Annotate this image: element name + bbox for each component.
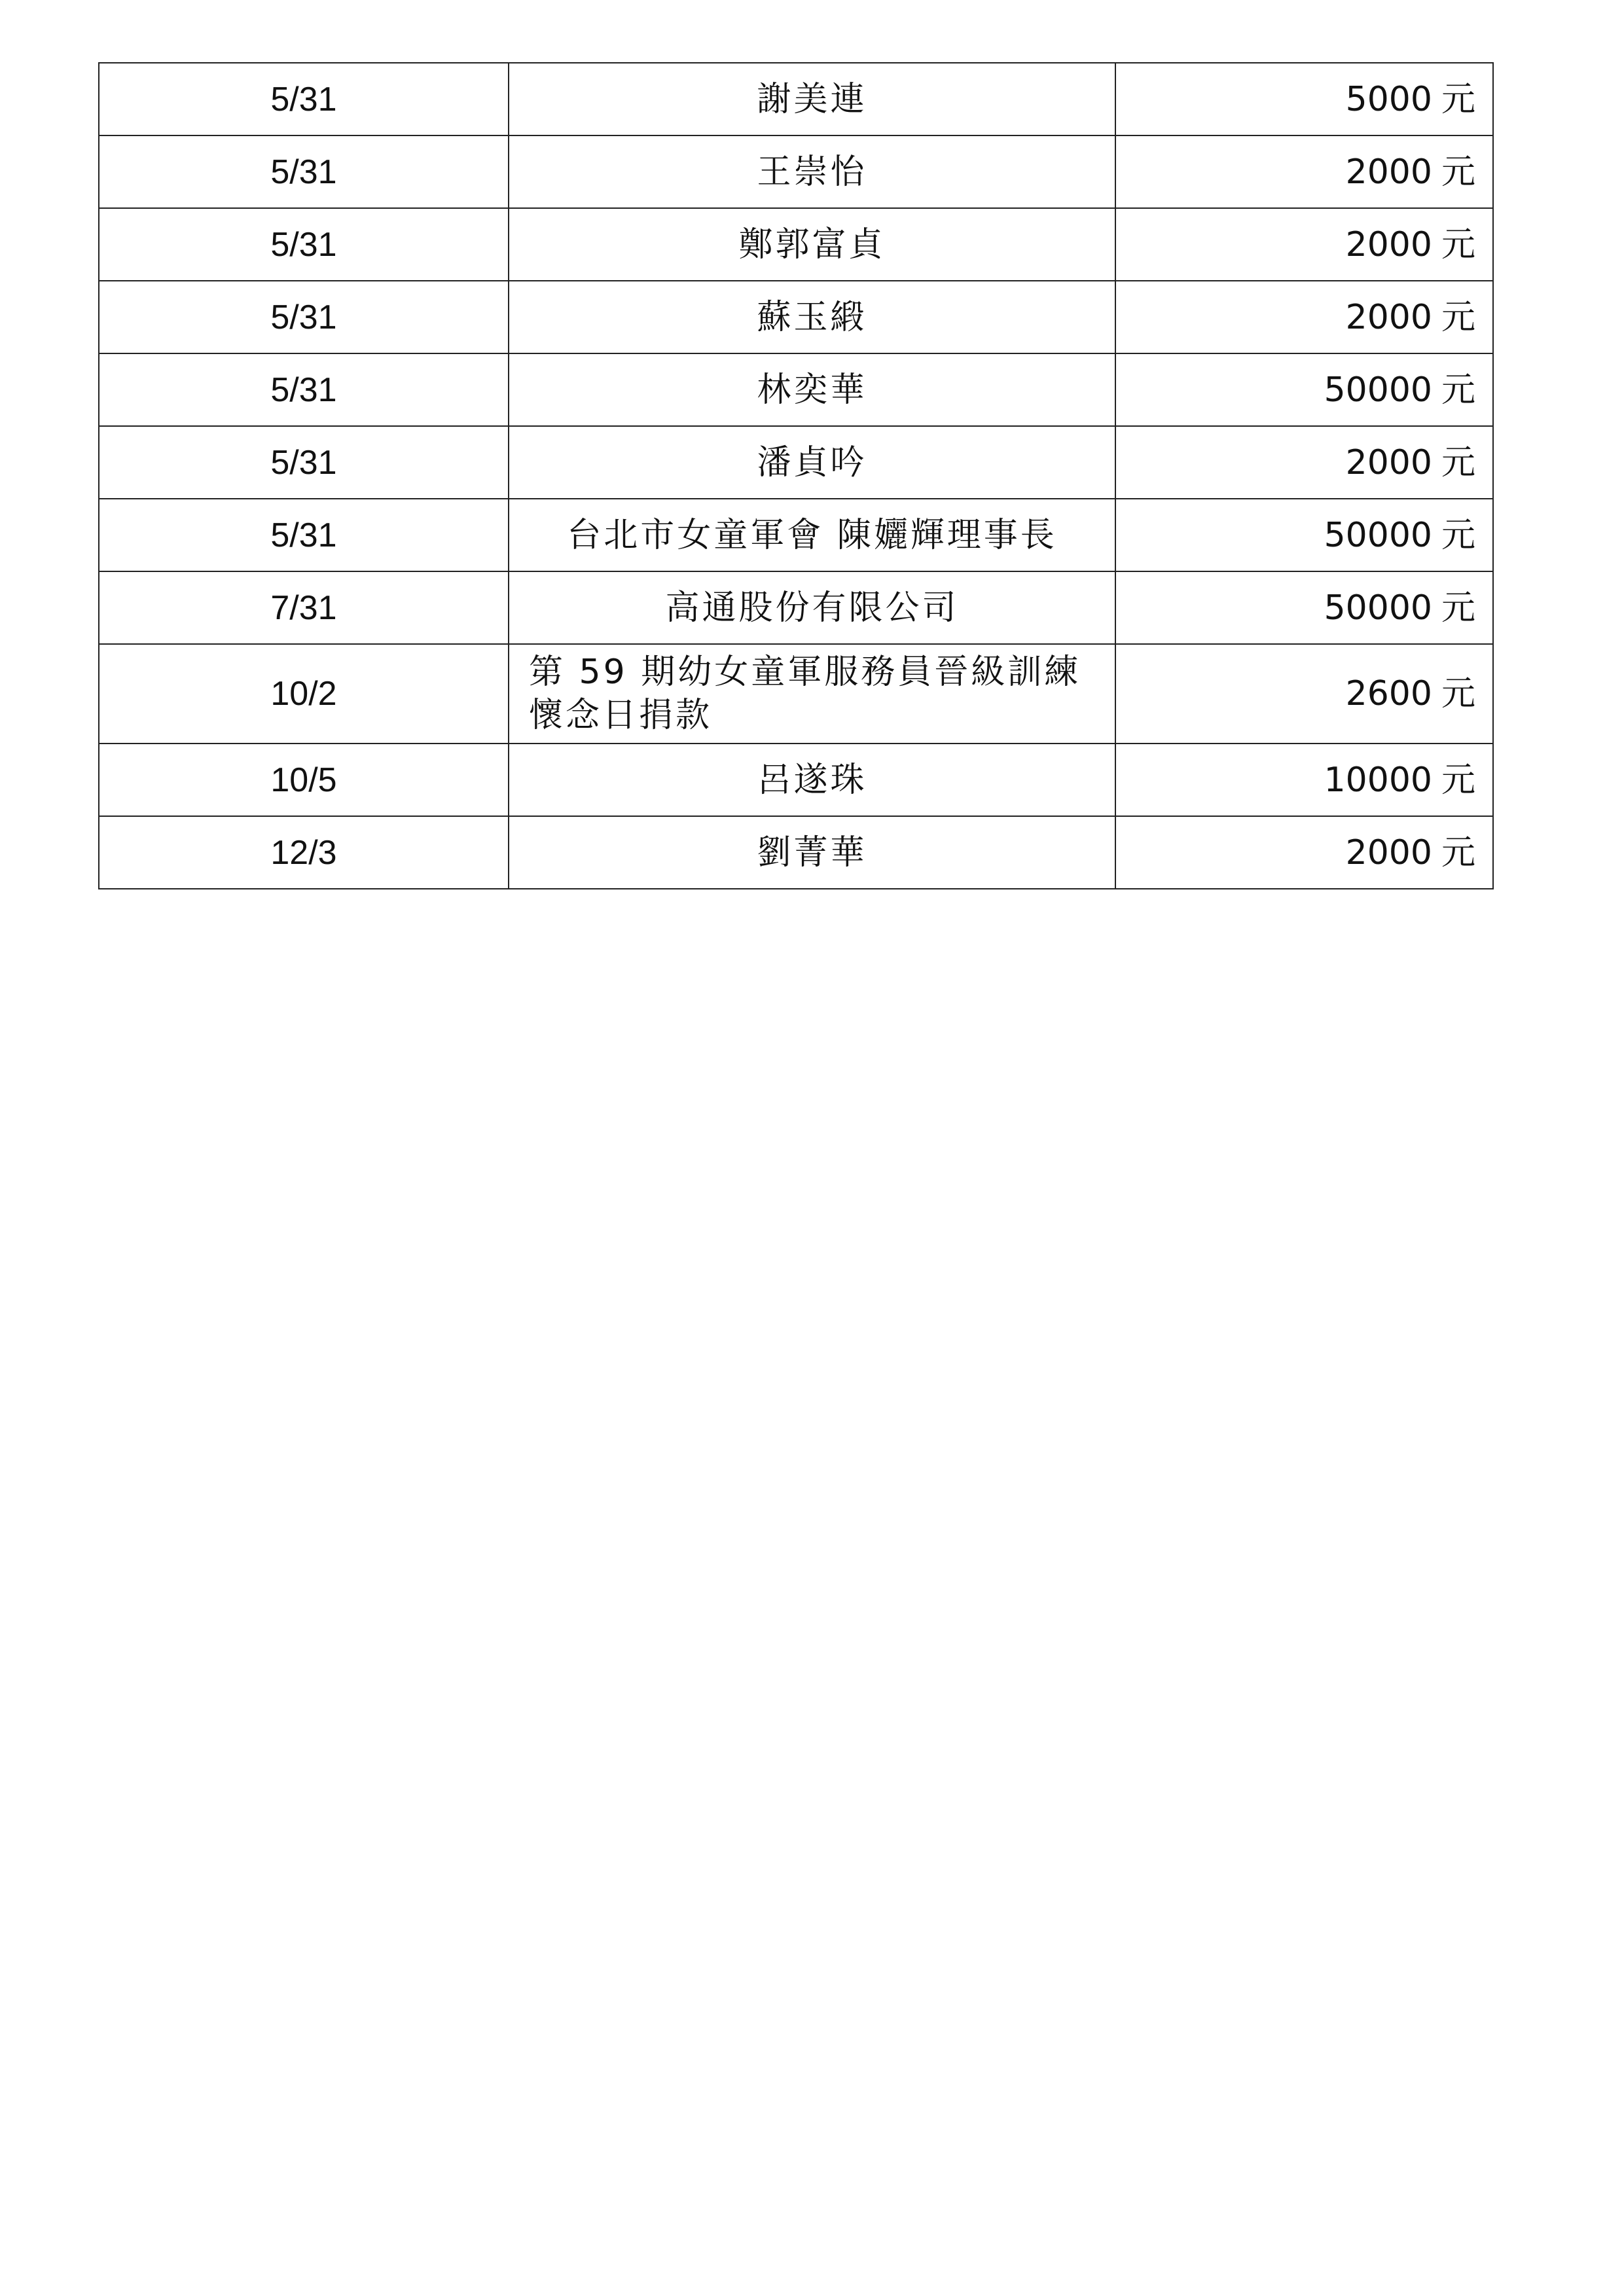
date-cell: 5/31 — [99, 135, 509, 208]
date-cell: 10/5 — [99, 744, 509, 816]
donation-table — [98, 62, 1494, 889]
amount-cell — [1115, 816, 1493, 889]
amount-cell — [1115, 644, 1493, 744]
amount-cell — [1115, 744, 1493, 816]
table-row — [99, 644, 1493, 744]
amount-cell — [1115, 426, 1493, 499]
amount-cell — [1115, 499, 1493, 571]
donation-table-body — [99, 63, 1493, 889]
date-cell: 5/31 — [99, 281, 509, 353]
date-cell: 5/31 — [99, 353, 509, 426]
table-row — [99, 744, 1493, 816]
table-row — [99, 426, 1493, 499]
amount-unit: 元 — [1441, 442, 1475, 482]
amount-value: 5000 — [1345, 79, 1432, 119]
donation-list-page — [98, 62, 1492, 889]
amount-value: 2000 — [1345, 833, 1432, 872]
donor-name-cell: 潘貞吟 — [509, 426, 1115, 499]
donor-name-cell: 劉菁華 — [509, 816, 1115, 889]
amount-cell — [1115, 135, 1493, 208]
date-cell: 7/31 — [99, 571, 509, 644]
amount-unit: 元 — [1441, 224, 1475, 264]
date-cell: 5/31 — [99, 426, 509, 499]
date-cell: 5/31 — [99, 499, 509, 571]
amount-value: 2000 — [1345, 152, 1432, 192]
table-row — [99, 208, 1493, 281]
table-row — [99, 816, 1493, 889]
table-row — [99, 281, 1493, 353]
amount-unit: 元 — [1441, 674, 1475, 713]
amount-unit: 元 — [1441, 760, 1475, 800]
amount-value: 2000 — [1345, 442, 1432, 482]
amount-value: 50000 — [1324, 370, 1432, 410]
donor-name-cell: 蘇玉緞 — [509, 281, 1115, 353]
amount-cell — [1115, 281, 1493, 353]
amount-value: 50000 — [1324, 588, 1432, 628]
amount-unit: 元 — [1441, 588, 1475, 628]
date-cell: 5/31 — [99, 63, 509, 135]
table-row — [99, 135, 1493, 208]
amount-cell — [1115, 63, 1493, 135]
amount-value: 10000 — [1324, 760, 1432, 800]
amount-value: 50000 — [1324, 515, 1432, 555]
amount-value: 2000 — [1345, 297, 1432, 337]
amount-unit: 元 — [1441, 79, 1475, 119]
date-cell: 10/2 — [99, 644, 509, 744]
amount-cell — [1115, 571, 1493, 644]
amount-unit: 元 — [1441, 152, 1475, 192]
donor-name-cell: 高通股份有限公司 — [509, 571, 1115, 644]
amount-value: 2600 — [1345, 674, 1432, 713]
amount-unit: 元 — [1441, 297, 1475, 337]
donor-name-cell: 鄭郭富貞 — [509, 208, 1115, 281]
table-row — [99, 571, 1493, 644]
table-row — [99, 63, 1493, 135]
amount-value: 2000 — [1345, 224, 1432, 264]
amount-unit: 元 — [1441, 370, 1475, 410]
date-cell: 12/3 — [99, 816, 509, 889]
amount-cell — [1115, 353, 1493, 426]
amount-cell — [1115, 208, 1493, 281]
amount-unit: 元 — [1441, 833, 1475, 872]
donor-name-cell: 王崇怡 — [509, 135, 1115, 208]
amount-unit: 元 — [1441, 515, 1475, 555]
table-row — [99, 499, 1493, 571]
donor-name-cell: 林奕華 — [509, 353, 1115, 426]
date-cell: 5/31 — [99, 208, 509, 281]
table-row — [99, 353, 1493, 426]
donor-name-cell: 台北市女童軍會 陳孋輝理事長 — [509, 499, 1115, 571]
donor-name-cell: 謝美連 — [509, 63, 1115, 135]
donor-name-cell: 第 59 期幼女童軍服務員晉級訓練懷念日捐款 — [509, 644, 1115, 744]
donor-name-cell: 呂遂珠 — [509, 744, 1115, 816]
